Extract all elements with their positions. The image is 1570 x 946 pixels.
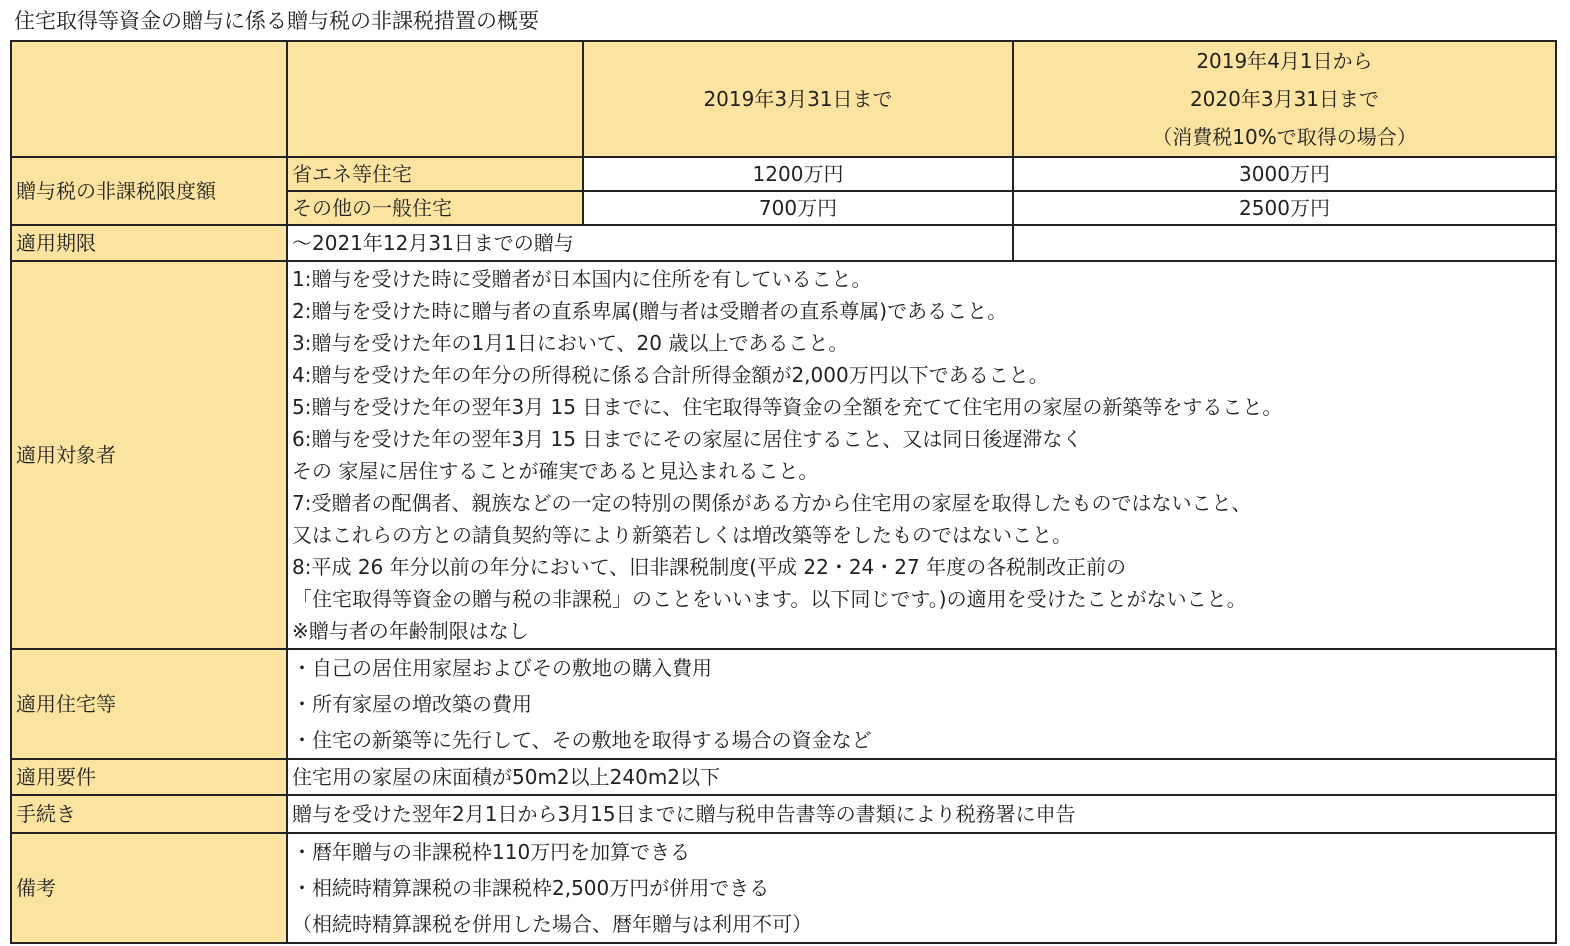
requirement-value-cell [287,759,1556,795]
eligible-row [11,261,1556,649]
header-from-2019-line: （消費税10%で取得の場合） [1152,125,1417,149]
housing-type-cell [287,191,583,225]
deadline-value-cell [287,225,1013,261]
remarks-content-cell [287,833,1556,943]
housing-item-line: ・住宅の新築等に先行して、その敷地を取得する場合の資金など [292,728,872,752]
deadline-label-cell [11,225,287,261]
header-until-2019-label: 2019年3月31日まで [703,87,893,111]
deadline-empty-cell [1013,225,1556,261]
requirement-row [11,759,1556,795]
housing-label-cell [11,649,287,759]
header-from-2019-cell [1013,41,1556,157]
requirement-label: 適用要件 [16,765,96,789]
procedure-value-cell [287,795,1556,833]
eligible-label-cell [11,261,287,649]
housing-type-cell [287,157,583,191]
requirement-value: 住宅用の家屋の床面積が50m2以上240m2以下 [292,765,721,789]
eligible-condition-line: その 家屋に居住することが確実であると見込まれること。 [292,459,819,483]
amount-until-2019-cell [583,191,1013,225]
header-corner-cell [11,41,287,157]
eligible-label: 適用対象者 [16,443,116,467]
eligible-condition-line: 3:贈与を受けた年の1月1日において、20 歳以上であること。 [292,331,849,355]
header-row [11,41,1556,157]
remarks-label-cell [11,833,287,943]
remarks-row [11,833,1556,943]
exemption-row-energy-saving [11,157,1556,191]
page-title: 住宅取得等資金の贈与に係る贈与税の非課税措置の概要 [14,9,539,33]
deadline-label: 適用期限 [16,231,96,255]
eligible-condition-line: 又はこれらの方との請負契約等により新築若しくは増改築等をしたものではないこと。 [292,523,1072,547]
amount-from-2019-cell [1013,157,1556,191]
procedure-row [11,795,1556,833]
tax-exemption-table [10,40,1557,944]
eligible-condition-line: 2:贈与を受けた時に贈与者の直系卑属(贈与者は受贈者の直系尊属)であること。 [292,299,1008,323]
eligible-condition-line: 8:平成 26 年分以前の年分において、旧非課税制度(平成 22・24・27 年度の各税制改正前の [292,555,1127,579]
remarks-item-line: （相続時精算課税を併用した場合、暦年贈与は利用不可） [292,912,812,936]
amount-from-2019-cell [1013,191,1556,225]
header-from-2019-line: 2019年4月1日から [1196,49,1373,73]
deadline-row [11,225,1556,261]
housing-item-line: ・自己の居住用家屋およびその敷地の購入費用 [292,656,712,680]
amount-until-2019-cell [583,157,1013,191]
amount-until-2019: 1200万円 [752,162,844,186]
housing-item-line: ・所有家屋の増改築の費用 [292,692,532,716]
eligible-condition-line: 4:贈与を受けた年の年分の所得税に係る合計所得金額が2,000万円以下であること。 [292,363,1049,387]
procedure-label-cell [11,795,287,833]
header-type-cell [287,41,583,157]
requirement-label-cell [11,759,287,795]
amount-until-2019: 700万円 [758,196,838,220]
exemption-label-cell [11,157,287,225]
eligible-condition-line: ※贈与者の年齢制限はなし [292,619,529,643]
eligible-condition-line: 5:贈与を受けた年の翌年3月 15 日までに、住宅取得等資金の全額を充てて住宅用の家屋の新築等をすること。 [292,395,1283,419]
housing-type-label: その他の一般住宅 [292,196,452,220]
procedure-label: 手続き [16,802,76,826]
header-from-2019-line: 2020年3月31日まで [1189,87,1380,111]
eligible-condition-line: 6:贈与を受けた年の翌年3月 15 日までにその家屋に居住すること、又は同日後遅滞なく [292,427,1083,451]
housing-label: 適用住宅等 [16,692,116,716]
remarks-label: 備考 [16,876,56,900]
eligible-condition-line: 「住宅取得等資金の贈与税の非課税」のことをいいます。以下同じです。)の適用を受けたことがないこと。 [292,587,1247,611]
housing-content-cell [287,649,1556,759]
eligible-condition-line: 1:贈与を受けた時に受贈者が日本国内に住所を有していること。 [292,267,872,291]
eligible-condition-line: 7:受贈者の配偶者、親族などの一定の特別の関係がある方から住宅用の家屋を取得したものではないこと、 [292,491,1252,515]
amount-from-2019: 3000万円 [1239,162,1330,186]
deadline-value: ～2021年12月31日までの贈与 [292,231,574,255]
header-until-2019-cell [583,41,1013,157]
housing-type-label: 省エネ等住宅 [292,162,412,186]
remarks-item-line: ・相続時精算課税の非課税枠2,500万円が併用できる [292,876,770,900]
exemption-label: 贈与税の非課税限度額 [16,179,216,203]
remarks-item-line: ・暦年贈与の非課税枠110万円を加算できる [292,840,691,864]
housing-row [11,649,1556,759]
eligible-content-cell [287,261,1556,649]
procedure-value: 贈与を受けた翌年2月1日から3月15日までに贈与税申告書等の書類により税務署に申告 [292,802,1076,826]
amount-from-2019: 2500万円 [1239,196,1330,220]
